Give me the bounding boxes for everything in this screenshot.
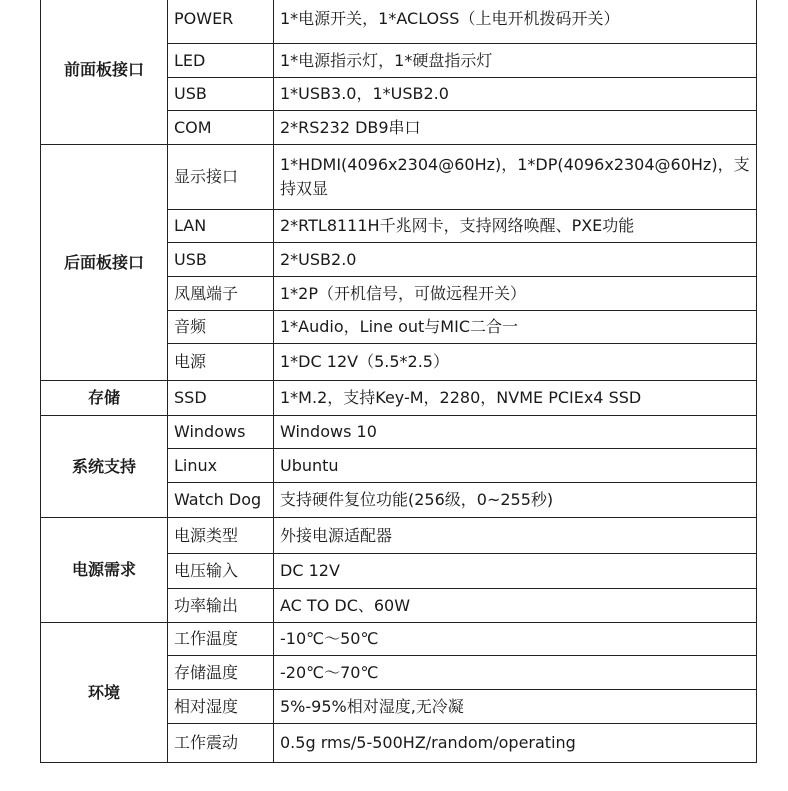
spec-label: LED (168, 44, 274, 78)
spec-value: 1*2P（开机信号，可做远程开关） (274, 277, 757, 311)
spec-label: Linux (168, 449, 274, 483)
spec-table-body (41, 0, 757, 763)
spec-table (40, 0, 757, 763)
spec-label: COM (168, 111, 274, 145)
spec-label: LAN (168, 210, 274, 243)
spec-value: 外接电源适配器 (274, 518, 757, 554)
category-environment: 环境 (41, 623, 168, 763)
spec-label: 显示接口 (168, 145, 274, 210)
spec-value: -20℃～70℃ (274, 656, 757, 690)
table-row (41, 416, 757, 449)
spec-label: USB (168, 243, 274, 277)
spec-value: AC TO DC、60W (274, 589, 757, 623)
spec-value: 1*电源指示灯，1*硬盘指示灯 (274, 44, 757, 78)
spec-label: 音频 (168, 311, 274, 344)
spec-value: 支持硬件复位功能(256级，0~255秒) (274, 483, 757, 518)
spec-label: 凤凰端子 (168, 277, 274, 311)
table-row (41, 623, 757, 656)
spec-label: USB (168, 78, 274, 111)
spec-label: 存储温度 (168, 656, 274, 690)
category-os-support: 系统支持 (41, 416, 168, 518)
spec-label: 工作温度 (168, 623, 274, 656)
spec-label: Watch Dog (168, 483, 274, 518)
table-row (41, 0, 757, 44)
spec-value: Windows 10 (274, 416, 757, 449)
table-row (41, 518, 757, 554)
spec-value: 1*电源开关，1*ACLOSS（上电开机拨码开关） (274, 0, 757, 44)
spec-label: 功率输出 (168, 589, 274, 623)
spec-value: -10℃～50℃ (274, 623, 757, 656)
category-rear-panel: 后面板接口 (41, 145, 168, 381)
spec-value: 0.5g rms/5-500HZ/random/operating (274, 724, 757, 763)
spec-label: 电源 (168, 344, 274, 381)
table-row (41, 381, 757, 416)
spec-label: 工作震动 (168, 724, 274, 763)
spec-value: 1*HDMI(4096x2304@60Hz)，1*DP(4096x2304@60Hz)，支持双显 (274, 145, 757, 210)
spec-label: SSD (168, 381, 274, 416)
spec-value: 2*RTL8111H千兆网卡，支持网络唤醒、PXE功能 (274, 210, 757, 243)
category-power: 电源需求 (41, 518, 168, 623)
category-front-panel: 前面板接口 (41, 0, 168, 145)
spec-value: 1*Audio，Line out与MIC二合一 (274, 311, 757, 344)
category-storage: 存储 (41, 381, 168, 416)
spec-label: 电源类型 (168, 518, 274, 554)
spec-value: Ubuntu (274, 449, 757, 483)
spec-value: 5%-95%相对湿度,无冷凝 (274, 690, 757, 724)
spec-value: 2*RS232 DB9串口 (274, 111, 757, 145)
spec-value: 1*USB3.0，1*USB2.0 (274, 78, 757, 111)
spec-value: DC 12V (274, 554, 757, 589)
spec-label: POWER (168, 0, 274, 44)
spec-label: 电压输入 (168, 554, 274, 589)
spec-value: 1*DC 12V（5.5*2.5） (274, 344, 757, 381)
spec-value: 1*M.2，支持Key-M，2280，NVME PCIEx4 SSD (274, 381, 757, 416)
spec-label: Windows (168, 416, 274, 449)
spec-label: 相对湿度 (168, 690, 274, 724)
table-row (41, 145, 757, 210)
spec-value: 2*USB2.0 (274, 243, 757, 277)
